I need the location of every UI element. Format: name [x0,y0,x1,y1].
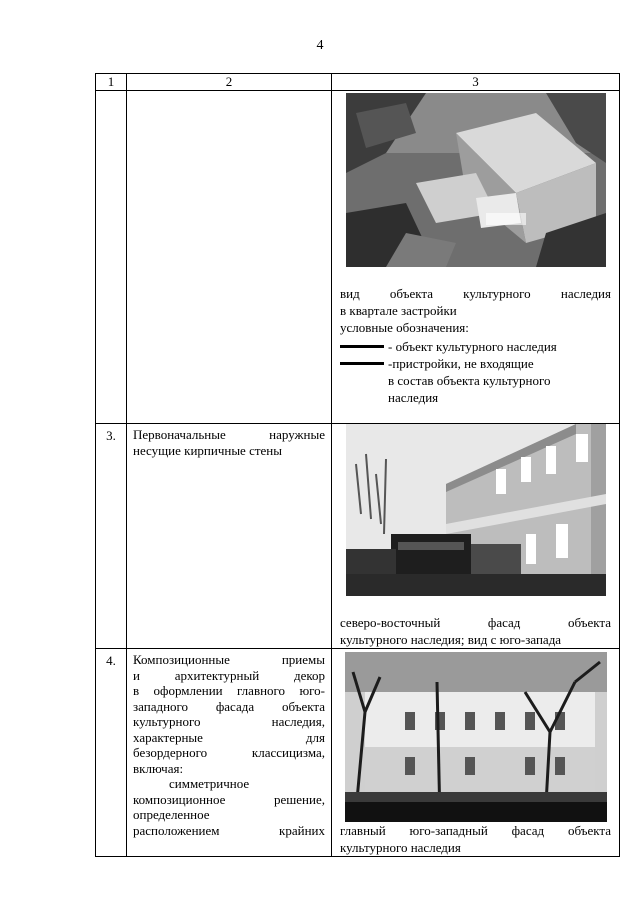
row-photo-cell [332,649,620,857]
row-description [127,649,332,857]
caption-line: главный юго-западный фасад объекта [340,823,611,838]
row-description [127,424,332,649]
table-header-row [96,74,620,91]
description-line: культурного наследия, [133,714,325,729]
legend-continuation: наследия [388,390,439,405]
description-line: симметричное [169,776,250,791]
header-col-1: 1 [96,74,127,91]
southwest-facade-photo [345,652,607,822]
row-number: 4. [96,649,127,857]
legend-label: -пристройки, не входящие [388,356,534,371]
description-line: безордерного классицизма, [133,745,325,760]
table-row [96,649,620,857]
description-line: расположением крайних [133,822,325,838]
caption-line: культурного наследия; вид с юго-запада [340,632,562,647]
description-line: Первоначальные наружные [133,427,325,442]
row-photo-cell [332,91,620,424]
description-line: включая: [133,760,184,776]
row-description [127,91,332,424]
legend-item [340,355,611,372]
caption-line: культурного наследия [340,840,461,855]
legend-line-swatch [340,345,384,348]
description-line: западного фасада объекта [133,698,325,714]
page-number: 4 [316,38,324,53]
photo-caption [332,614,619,648]
photo-caption [332,285,619,406]
caption-line: в квартале застройки [340,303,457,318]
description-line: композиционное решение, [133,791,325,807]
row-number: 3. [96,424,127,649]
row-photo-cell [332,424,620,649]
header-col-3: 3 [332,74,620,91]
description-line: характерные для [133,729,325,745]
table-row [96,91,620,424]
photo-caption [332,822,619,856]
description-line: несущие кирпичные стены [133,442,282,458]
legend-line-swatch [340,362,384,365]
description-line: Композиционные приемы [133,652,325,667]
document-table [95,73,620,857]
caption-line: северо-восточный фасад объекта [340,615,611,630]
description-line: определенное [133,807,210,822]
caption-line: условные обозначения: [340,320,469,335]
description-line: в оформлении главного юго- [133,683,325,698]
description-line: и архитектурный декор [133,667,325,683]
northeast-facade-photo [346,424,606,596]
legend-continuation: в состав объекта культурного [388,373,551,388]
header-col-2: 2 [127,74,332,91]
table-row [96,424,620,649]
legend-label: - объект культурного наследия [388,339,557,354]
aerial-photo [346,93,606,267]
legend-item [340,338,611,355]
caption-line: вид объекта культурного наследия [340,286,611,301]
row-number [96,91,127,424]
